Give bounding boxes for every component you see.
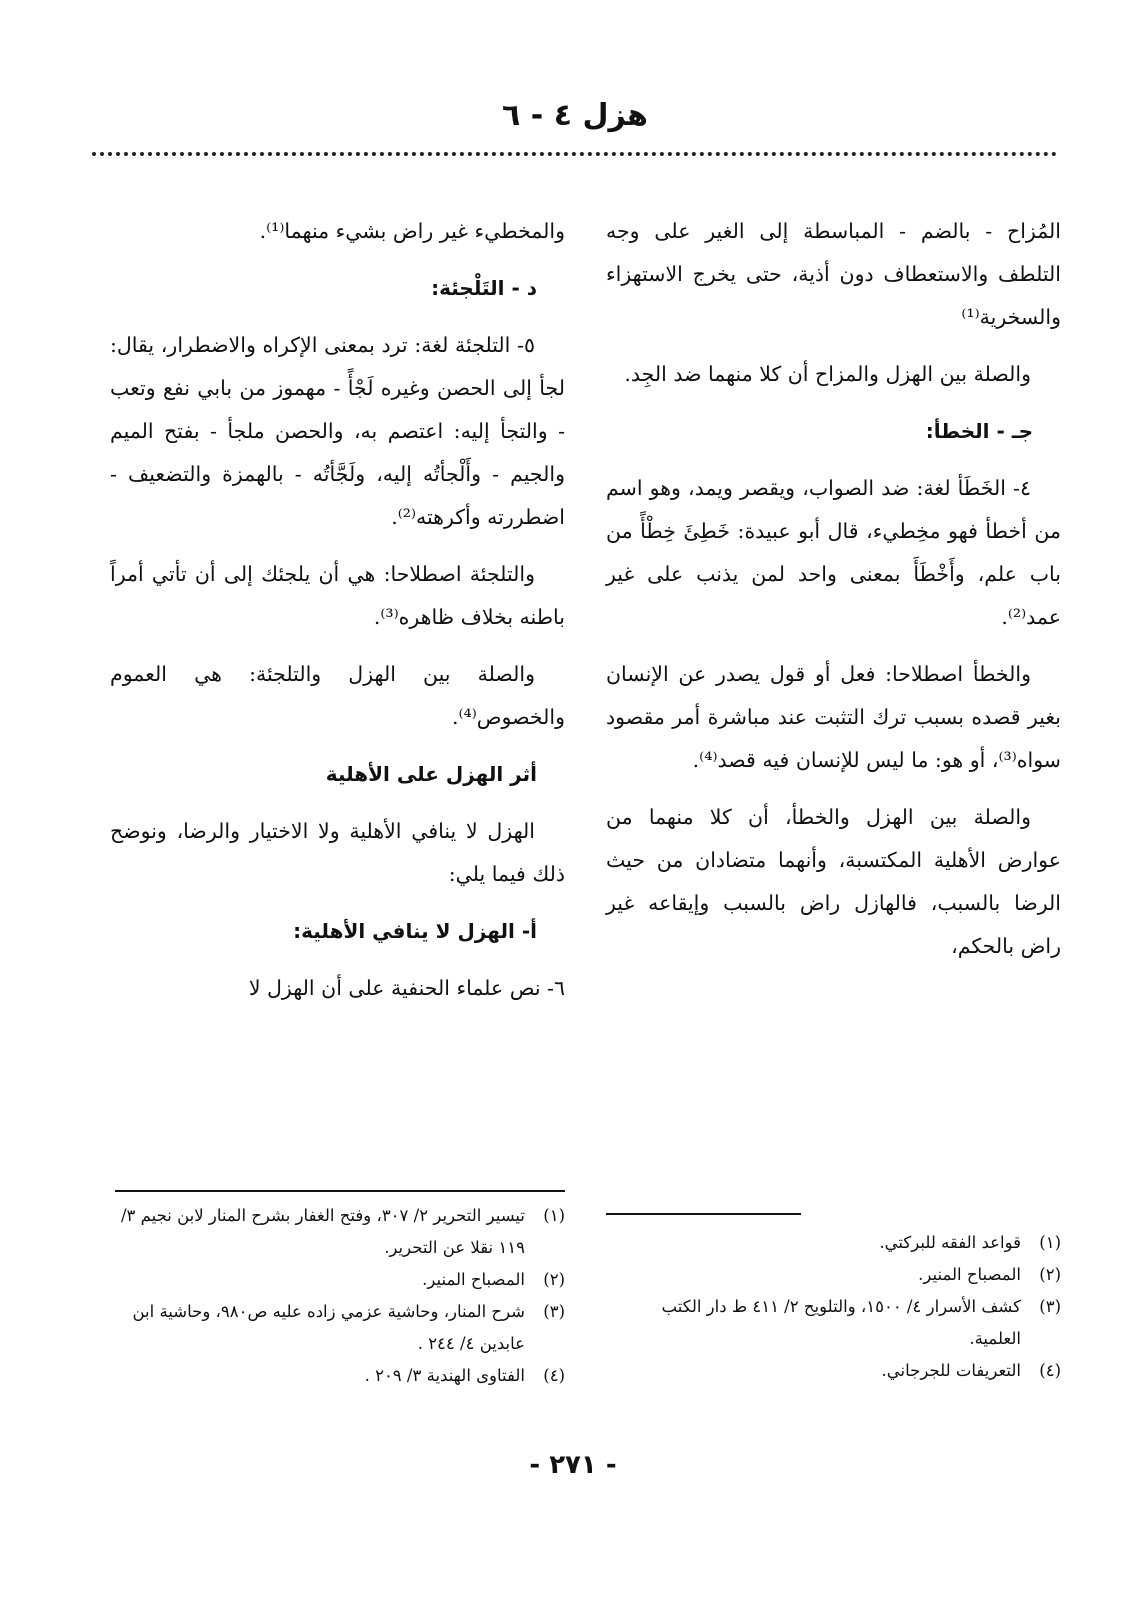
- section-title-athar: أثر الهزل على الأهلية: [325, 762, 537, 786]
- footnote-text: قواعد الفقه للبركتي.: [879, 1233, 1021, 1252]
- footnote-text: المصباح المنير.: [918, 1265, 1021, 1284]
- subheading-khata: جـ - الخطأ:: [925, 419, 1033, 443]
- subheading-talji-a: د - التَلْجئة:: [431, 276, 537, 300]
- footnote-number: (١): [543, 1206, 565, 1225]
- paragraph-talji-a-relation: والصلة بين الهزل والتلجئة: هي العموم والخصوص⁽⁴⁾.: [110, 662, 565, 729]
- paragraph-khata-istilah: والخطأ اصطلاحا: فعل أو قول يصدر عن الإنسان بغير قصده بسبب ترك التثبت عند مباشرة أمر مقصود سواه⁽³⁾، أو هو: ما ليس للإنسان فيه قصد⁽⁴⁾.: [606, 662, 1061, 772]
- paragraph-6: ٦- نص علماء الحنفية على أن الهزل لا: [248, 976, 565, 1000]
- footnote-rule: [606, 1213, 801, 1215]
- footnote-text: الفتاوى الهندية ٣/ ٢٠٩ .: [364, 1366, 525, 1385]
- footnote-item: [110, 1296, 565, 1360]
- footnote-item: [606, 1259, 1061, 1291]
- footnote-number: (٤): [543, 1366, 565, 1385]
- footnote-number: (٢): [543, 1270, 565, 1289]
- footnote-number: (٣): [1039, 1297, 1061, 1316]
- paragraph-athar-intro: الهزل لا ينافي الأهلية ولا الاختيار والرضا، ونوضح ذلك فيما يلي:: [110, 819, 565, 886]
- footnote-text: التعريفات للجرجاني.: [881, 1361, 1021, 1380]
- left-column: [110, 210, 565, 1024]
- footnote-item: [110, 1360, 565, 1392]
- page-header-title: هزل ٤ - ٦: [502, 98, 648, 133]
- paragraph-talji-a-istilah: والتلجئة اصطلاحا: هي أن يلجئك إلى أن تأتي أمراً باطنه بخلاف ظاهره⁽³⁾.: [110, 562, 565, 629]
- right-column: [606, 210, 1061, 982]
- footnote-text: المصباح المنير.: [422, 1270, 525, 1289]
- footnote-text: كشف الأسرار ٤/ ١٥٠٠، والتلويح ٢/ ٤١١ ط دار الكتب العلمية.: [661, 1297, 1021, 1348]
- footnote-item: [110, 1264, 565, 1296]
- footnote-item: [110, 1200, 565, 1264]
- footnote-number: (٤): [1039, 1361, 1061, 1380]
- paragraph-mizah-definition: المُزاح - بالضم - المباسطة إلى الغير على وجه التلطف والاستعطاف دون أذية، حتى يخرج الاستهزاء والسخرية⁽¹⁾: [606, 219, 1061, 329]
- subheading-ahliya: أ- الهزل لا ينافي الأهلية:: [293, 919, 537, 943]
- footnote-number: (٢): [1039, 1265, 1061, 1284]
- footnote-rule: [115, 1190, 565, 1192]
- paragraph-khata-lugha: ٤- الخَطَأ لغة: ضد الصواب، ويقصر ويمد، وهو اسم من أخطأ فهو مخِطيء، قال أبو عبيدة: خَطِئَ خِطْأً من باب علم، وأَخْطَأَ بمعنى واحد لمن يذنب على غير عمد⁽²⁾.: [606, 476, 1061, 629]
- paragraph-khata-relation: والصلة بين الهزل والخطأ، أن كلا منهما من عوارض الأهلية المكتسبة، وأنهما متضادان من حيث الرضا بالسبب، فالهازل راض بالسبب وإيقاعه غير راض بالحكم،: [606, 805, 1061, 958]
- footnote-number: (٣): [543, 1302, 565, 1321]
- footnotes-right: [606, 1213, 1061, 1387]
- paragraph-talji-a-lugha: ٥- التلجئة لغة: ترد بمعنى الإكراه والاضطرار، يقال: لجأ إلى الحصن وغيره لَجْأً - مهموز من بابي نفع وتعب - والتجأ إليه: اعتصم به، والحصن ملجأ - بفتح الميم والجيم - وأَلْجأتُه إليه، ولَجَّأتُه - بالهمزة والتضعيف - اضطررته وأكرهته⁽²⁾.: [110, 333, 565, 529]
- footnote-item: [606, 1291, 1061, 1355]
- footnote-item: [606, 1355, 1061, 1387]
- page-number: - ٢٧١ -: [529, 1450, 617, 1480]
- paragraph-mizah-relation: والصلة بين الهزل والمزاح أن كلا منهما ضد الجِد.: [624, 362, 1031, 386]
- footnote-text: تيسير التحرير ٢/ ٣٠٧، وفتح الغفار بشرح المنار لابن نجيم ٣/ ١١٩ نقلا عن التحرير.: [120, 1206, 525, 1257]
- footnote-item: [606, 1227, 1061, 1259]
- header-dotted-rule: [92, 152, 1057, 156]
- footnote-number: (١): [1039, 1233, 1061, 1252]
- paragraph-continuation: والمخطيء غير راض بشيء منهما⁽¹⁾.: [259, 219, 565, 243]
- footnotes-left: [110, 1190, 565, 1392]
- footnote-text: شرح المنار، وحاشية عزمي زاده عليه ص٩٨٠، وحاشية ابن عابدين ٤/ ٢٤٤ .: [132, 1302, 525, 1353]
